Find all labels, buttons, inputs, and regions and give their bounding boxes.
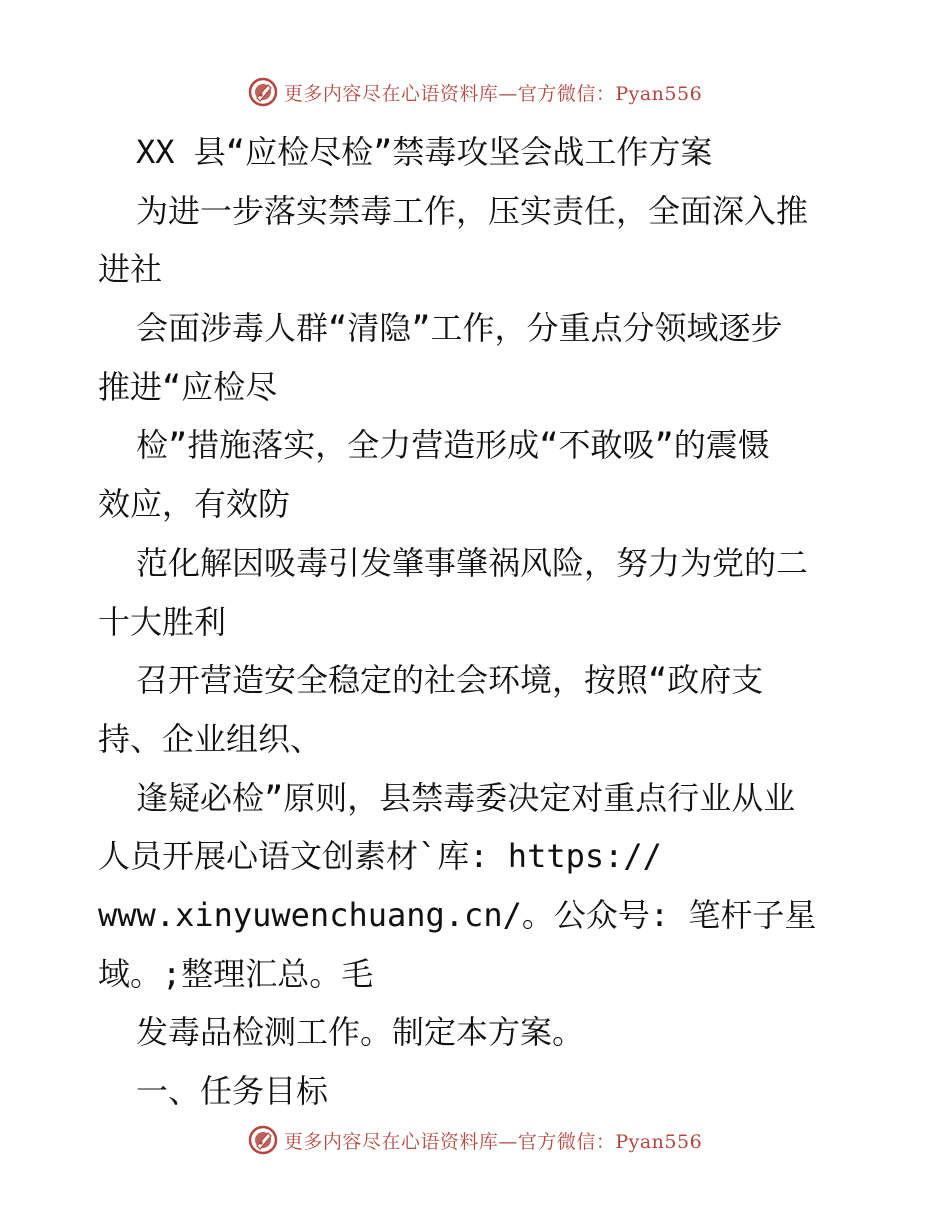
paragraph-line: 进社: [98, 250, 163, 289]
paragraph-line: 人员开展心语文创素材`库: https://: [98, 837, 662, 876]
paragraph-line: 召开营造安全稳定的社会环境，按照“政府支: [136, 661, 764, 700]
paragraph-line: 推进“应检尽: [98, 367, 278, 406]
header-banner-text: 更多内容尽在心语资料库—官方微信：Pyan556: [283, 82, 703, 105]
header-watermark-banner: [0, 72, 950, 112]
paragraph-line: 效应，有效防: [98, 485, 291, 524]
paragraph-line: 十大胜利: [98, 602, 227, 641]
pen-nib-logo-icon: [248, 1125, 278, 1155]
paragraph-line: 检”措施落实，全力营造形成“不敢吸”的震慑: [136, 426, 770, 465]
paragraph-line: 范化解因吸毒引发肇事肇祸风险，努力为党的二: [136, 543, 809, 582]
paragraph-line: 发毒品检测工作。制定本方案。: [136, 1013, 585, 1052]
paragraph-line: 为进一步落实禁毒工作，压实责任，全面深入推: [136, 191, 809, 230]
footer-banner-text: 更多内容尽在心语资料库—官方微信：Pyan556: [283, 1130, 703, 1153]
document-body: [98, 123, 858, 1121]
paragraph-line: 会面涉毒人群“清隐”工作，分重点分领域逐步: [136, 309, 783, 348]
footer-watermark-banner: [0, 1120, 950, 1160]
pen-nib-logo-icon: [248, 77, 278, 107]
paragraph-line: 域。;整理汇总。毛: [98, 954, 374, 993]
document-title: XX 县“应检尽检”禁毒攻坚会战工作方案: [136, 133, 713, 171]
paragraph-line: 逢疑必检”原则，县禁毒委决定对重点行业从业: [136, 778, 796, 817]
paragraph-line: 持、企业组织、: [98, 719, 323, 758]
paragraph-line: www.xinyuwenchuang.cn/。公众号: 笔杆子星: [98, 895, 817, 934]
section-heading: 一、任务目标: [136, 1072, 329, 1110]
